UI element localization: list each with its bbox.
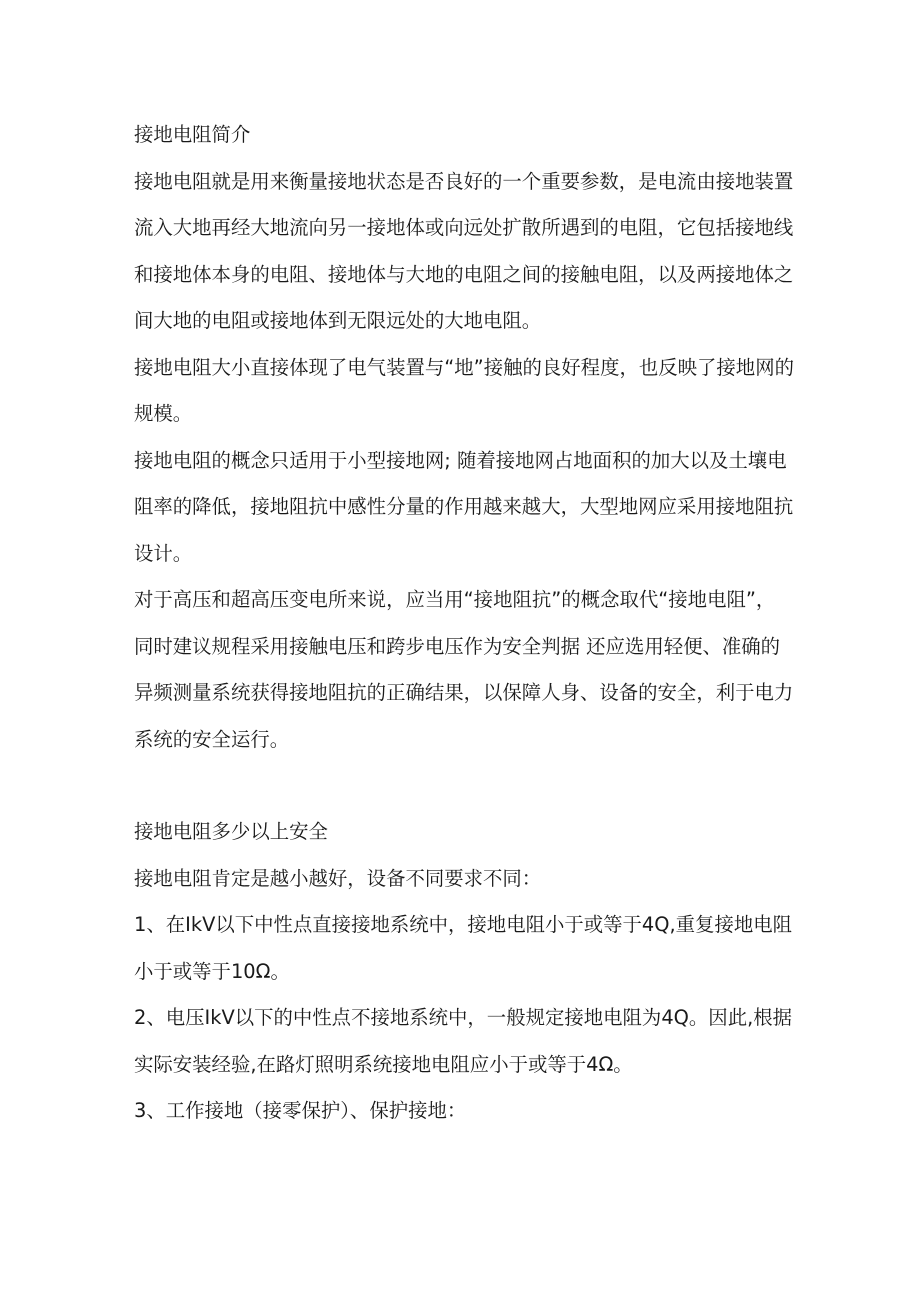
paragraph-grounding-quality: 接地电阻大小直接体现了电气装置与“地”接触的良好程度，也反映了接地网的规模。 — [134, 355, 794, 425]
paragraph-requirements: 接地电阻肯定是越小越好，设备不同要求不同： — [134, 866, 542, 890]
paragraph-high-voltage: 对于高压和超高压变电所来说，应当用“接地阻抗”的概念取代“接地电阻”，同时建议规程采用接触电压和跨步电压作为安全判据 还应选用轻便、准确的异频测量系统获得接地阻抗的正确结果，以保障人身、设备的安全，利于电力系统的安全运行。 — [134, 588, 794, 751]
list-item-2: 2、电压IkV以下的中性点不接地系统中，一般规定接地电阻为4Q。因此,根据实际安装经验,在路灯照明系统接地电阻应小于或等于4Ω。 — [134, 1006, 793, 1076]
section-spacer — [134, 763, 794, 809]
paragraph-definition: 接地电阻就是用来衡量接地状态是否良好的一个重要参数，是电流由接地装置流入大地再经大地流向另一接地体或向远处扩散所遇到的电阻，它包括接地线和接地体本身的电阻、接地体与大地的电阻之间的接触电阻，以及两接地体之间大地的电阻或接地体到无限远处的大地电阻。 — [134, 169, 794, 332]
document-body — [134, 112, 794, 1135]
paragraph-small-grid: 接地电阻的概念只适用于小型接地网; 随着接地网占地面积的加大以及土壤电阻率的降低，接地阻抗中感性分量的作用越来越大，大型地网应采用接地阻抗设计。 — [134, 448, 794, 565]
list-item-1: 1、在IkV以下中性点直接接地系统中，接地电阻小于或等于4Q,重复接地电阻小于或等于10Ω。 — [134, 913, 793, 983]
section-title-intro: 接地电阻简介 — [134, 123, 251, 146]
list-item-3: 3、工作接地（接零保护）、保护接地： — [134, 1099, 467, 1122]
section-title-safety: 接地电阻多少以上安全 — [134, 820, 328, 843]
